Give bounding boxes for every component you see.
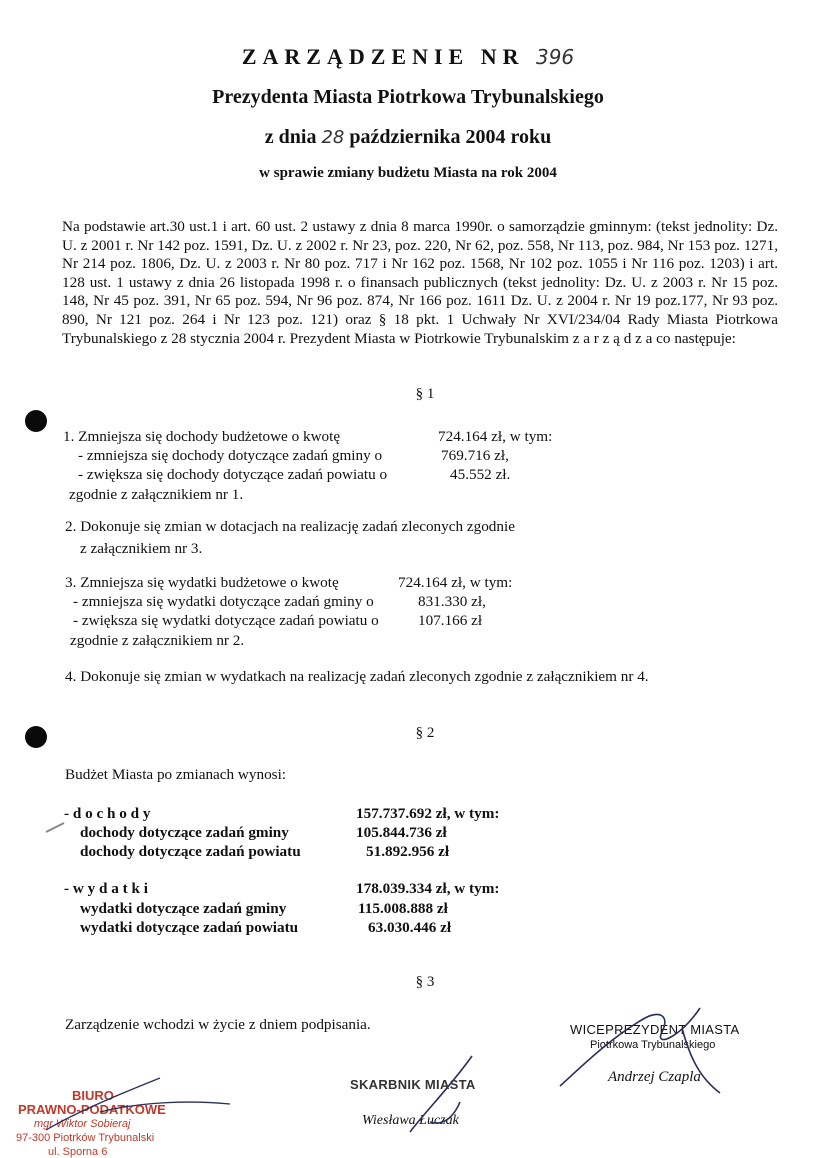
item1-sub1-value: 769.716 zł, xyxy=(441,447,509,464)
stamp-line-2: PRAWNO-PODATKOWE xyxy=(18,1102,166,1117)
income-powiat-label: dochody dotyczące zadań powiatu xyxy=(80,843,301,860)
order-number: 396 xyxy=(535,45,575,69)
vice-president-name: Andrzej Czapla xyxy=(608,1069,701,1085)
treasurer-name: Wiesława Łuczak xyxy=(362,1113,459,1128)
treasurer-title: SKARBNIK MIASTA xyxy=(350,1077,476,1092)
item1-label: 1. Zmniejsza się dochody budżetowe o kwotę xyxy=(63,428,341,445)
section-2-heading: § 2 xyxy=(415,725,435,741)
item1-sub1-label: - zmniejsza się dochody dotyczące zadań gminy o xyxy=(78,447,383,464)
income-label: - d o c h o d y xyxy=(64,805,151,822)
treasurer-signature xyxy=(400,1052,490,1142)
item3-sub1-label: - zmniejsza się wydatki dotyczące zadań gminy o xyxy=(73,593,374,610)
document-date: z dnia 28 października 2004 roku xyxy=(264,126,552,148)
item3-sub2-label: - zwiększa się wydatki dotyczące zadań powiatu o xyxy=(73,612,379,629)
punch-hole-top xyxy=(25,410,47,432)
stamp-signature xyxy=(40,1070,240,1140)
entry-into-force: Zarządzenie wchodzi w życie z dniem podpisania. xyxy=(65,1016,371,1033)
document-subtitle: Prezydenta Miasta Piotrkowa Trybunalskiego xyxy=(212,86,604,108)
legal-basis-paragraph: Na podstawie art.30 ust.1 i art. 60 ust. 2 ustawy z dnia 8 marca 1990r. o samorządzie gminnym: (tekst jednolity: Dz. U. z 2001 r. Nr 142 poz. 1591, Dz. U. z 2002 r. Nr 23, poz. 220, Nr 62, poz. 558, Nr 113, poz. 984, Nr 153 poz. 1271, Nr 214 poz. 1806, Dz. U. z 2003 r. Nr 80 poz. 717 i Nr 162 poz. 1568, Nr 102 poz. 1055 i Nr 116 poz. 1203) i art. 128 ust. 1 ustawy z dnia 26 listopada 1998 r. o finansach publicznych (tekst jednolity: Dz. U. z 2003 r. Nr 15 poz. 148, Nr 45 poz. 391, Nr 65 poz. 594, Nr 96 poz. 874, Nr 166 poz. 1611 Dz. U. z 2004 r. Nr 19 poz.177, Nr 93 poz. 890, Nr 121 poz. 264 i Nr 123 poz. 121) oraz § 18 pkt. 1 Uchwały Nr XVI/234/04 Rady Miasta Piotrkowa Trybunalskiego z 28 stycznia 2004 r. Prezydent Miasta w Piotrkowie Trybunalskim z a r z ą d z a co następuje: xyxy=(62,218,778,347)
expense-powiat-value: 63.030.446 zł xyxy=(368,919,452,936)
item1-value: 724.164 zł, w tym: xyxy=(438,428,553,445)
income-powiat-value: 51.892.956 zł xyxy=(366,843,450,860)
item4-text: 4. Dokonuje się zmian w wydatkach na realizację zadań zleconych zgodnie z załącznikiem nr 4. xyxy=(65,668,649,685)
stamp-line-5: ul. Sporna 6 xyxy=(48,1146,108,1158)
expense-powiat-label: wydatki dotyczące zadań powiatu xyxy=(80,919,299,936)
document-title: ZARZĄDZENIE NR 396 xyxy=(241,44,575,69)
item3-label: 3. Zmniejsza się wydatki budżetowe o kwotę xyxy=(65,574,339,591)
section-3-heading: § 3 xyxy=(415,974,435,990)
income-gmina-value: 105.844.736 zł xyxy=(356,824,447,841)
stamp-line-1: BIURO xyxy=(72,1088,114,1103)
item1-sub2-value: 45.552 zł. xyxy=(450,466,511,483)
vice-president-title: WICEPREZYDENT MIASTA xyxy=(570,1022,740,1037)
pen-mark xyxy=(44,820,68,834)
stamp-line-4: 97-300 Piotrków Trybunalski xyxy=(16,1132,155,1144)
item1-ref: zgodnie z załącznikiem nr 1. xyxy=(69,486,244,503)
expense-gmina-label: wydatki dotyczące zadań gminy xyxy=(80,900,287,917)
income-gmina-label: dochody dotyczące zadań gminy xyxy=(80,824,289,841)
document-subject: w sprawie zmiany budżetu Miasta na rok 2004 xyxy=(259,165,557,181)
budget-intro: Budżet Miasta po zmianach wynosi: xyxy=(65,766,287,783)
item2-line2: z załącznikiem nr 3. xyxy=(80,540,203,557)
date-day: 28 xyxy=(321,127,345,148)
vice-president-signature xyxy=(550,998,730,1098)
section-1-heading: § 1 xyxy=(415,386,435,402)
stamp-line-3: mgr Wiktor Sobieraj xyxy=(34,1118,131,1130)
item3-value: 724.164 zł, w tym: xyxy=(398,574,513,591)
item1-sub2-label: - zwiększa się dochody dotyczące zadań powiatu o xyxy=(78,466,388,483)
expense-gmina-value: 115.008.888 zł xyxy=(358,900,448,917)
item3-sub2-value: 107.166 zł xyxy=(418,612,483,629)
item2-line1: 2. Dokonuje się zmian w dotacjach na realizację zadań zleconych zgodnie xyxy=(65,518,515,535)
expense-total: 178.039.334 zł, w tym: xyxy=(356,880,500,897)
expense-label: - w y d a t k i xyxy=(64,880,148,897)
income-total: 157.737.692 zł, w tym: xyxy=(356,805,500,822)
item3-ref: zgodnie z załącznikiem nr 2. xyxy=(70,632,245,649)
item3-sub1-value: 831.330 zł, xyxy=(418,593,486,610)
vice-president-city: Piotrkowa Trybunalskiego xyxy=(590,1039,716,1051)
